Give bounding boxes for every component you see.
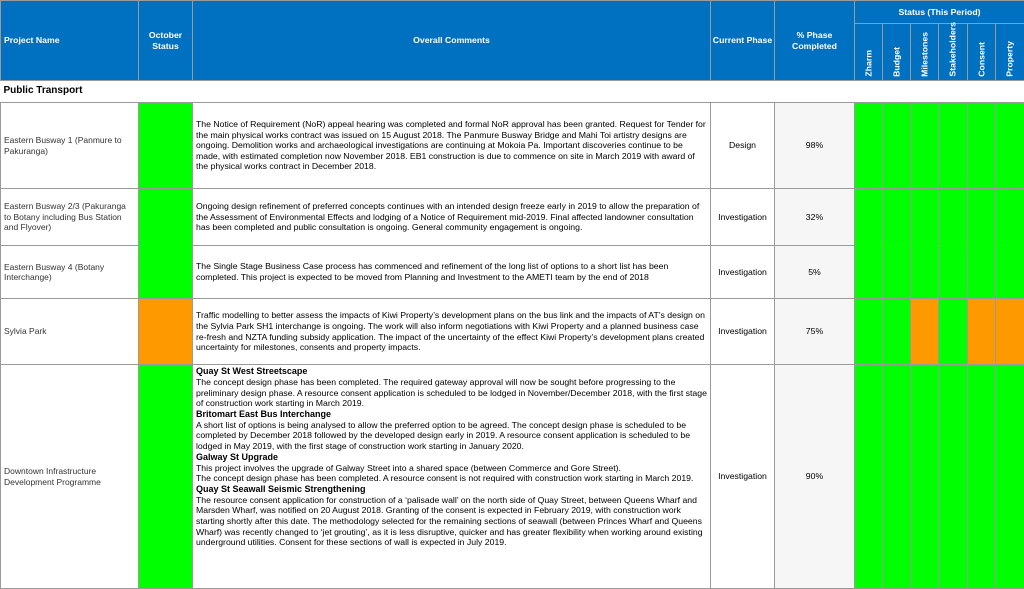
project-name: Sylvia Park <box>1 299 139 365</box>
table-row <box>1 365 1024 589</box>
current-phase: Investigation <box>711 299 775 365</box>
project-name: Downtown Infrastructure Development Programme <box>1 365 139 589</box>
overall-comments-header: Overall Comments <box>193 1 711 81</box>
subsection-text: The concept design phase has been completed. A resource consent is not required with construction work starting in March 2019. <box>196 473 694 484</box>
status-cell <box>939 189 968 246</box>
status-column-header: Zharm <box>855 24 883 81</box>
phase-completed: 90% <box>775 365 855 589</box>
status-cell <box>911 189 939 246</box>
project-name: Eastern Busway 4 (Botany Interchange) <box>1 246 139 299</box>
phase-completed: 98% <box>775 103 855 189</box>
table-row <box>1 189 1024 246</box>
october-status-cell <box>139 103 193 189</box>
subsection-text: A short list of options is being analysed to allow the preferred option to be agreed. The concept design phase is scheduled to be completed by December 2018 followed by the developed design early in 2019. A resource consent application is scheduled to be lodged in May 2019, with the first stage of construction work starting in January 2020. <box>196 419 691 451</box>
status-cell <box>911 365 939 589</box>
subsection-title: Britomart East Bus Interchange <box>196 408 332 419</box>
status-cell <box>855 365 883 589</box>
phase-completed: 75% <box>775 299 855 365</box>
phase-completed: 5% <box>775 246 855 299</box>
table-row <box>1 103 1024 189</box>
current-phase: Investigation <box>711 365 775 589</box>
current-phase-header: Current Phase <box>711 1 775 81</box>
status-cell <box>855 299 883 365</box>
october-status-cell <box>139 365 193 589</box>
status-cell <box>996 103 1024 189</box>
current-phase: Design <box>711 103 775 189</box>
october-status-cell <box>139 189 193 246</box>
status-cell <box>883 365 911 589</box>
status-cell <box>883 103 911 189</box>
status-cell <box>883 299 911 365</box>
overall-comments <box>193 246 711 299</box>
status-cell <box>939 299 968 365</box>
status-cell <box>996 189 1024 246</box>
status-cell <box>855 103 883 189</box>
status-cell <box>968 246 996 299</box>
october-status-header: October Status <box>139 1 193 81</box>
current-phase: Investigation <box>711 246 775 299</box>
table-row <box>1 246 1024 299</box>
status-cell <box>968 365 996 589</box>
overall-comments <box>193 299 711 365</box>
status-cell <box>911 103 939 189</box>
overall-comments <box>193 365 711 589</box>
status-cell <box>968 299 996 365</box>
status-column-header: Budget <box>883 24 911 81</box>
status-cell <box>968 103 996 189</box>
status-cell <box>996 299 1024 365</box>
phase-completed: 32% <box>775 189 855 246</box>
october-status-cell <box>139 299 193 365</box>
status-column-header: Stakeholders <box>939 24 968 81</box>
header-row <box>1 1 1024 24</box>
project-name: Eastern Busway 2/3 (Pakuranga to Botany including Bus Station and Flyover) <box>1 189 139 246</box>
project-name-header: Project Name <box>1 1 139 81</box>
table-row <box>1 299 1024 365</box>
subsection-title: Quay St West Streetscape <box>196 366 308 376</box>
status-cell <box>911 299 939 365</box>
subsection-text: The resource consent application for construction of a ‘palisade wall’ on the north side of Quay Street, between Queens Wharf and Marsden Wharf, was notified on 20 August 2018. Granting of the consent is expected in February 2019, with construction work starting shortly after this date. The methodology selected for the remaining sections of seawall (between Princes Wharf and Queens Wharf) was recently changed to ‘jet grouting’, as it is less disruptive, quicker and has greater flexibility when working around existing underground utilities. Consent for these sections of wall is expected in July 2019. <box>196 494 703 548</box>
status-cell <box>939 365 968 589</box>
status-cell <box>939 246 968 299</box>
status-cell <box>883 246 911 299</box>
status-cell <box>883 189 911 246</box>
subsection-text: The concept design phase has been completed. The required gateway approval will now be sought before progressing to the preliminary design phase. A resource consent application is scheduled to be lodged in November/December 2018, with the first stage of construction work starting in March 2019. <box>196 376 707 409</box>
october-status-cell <box>139 246 193 299</box>
subsection-text: This project involves the upgrade of Galway Street into a shared space (between Commerce and Gore Street). <box>196 462 621 473</box>
overall-comments <box>193 189 711 246</box>
comment-text: The Notice of Requirement (NoR) appeal hearing was completed and formal NoR approval has been granted. Request for Tender for the main physical works contract was issued on 15 August 2018. The Panmure Busway Bridge and Mahi Toi artistry designs are ongoing. Demolition works and archaeological investigations are continuing at Mokoia Pa. Important discoveries continue to be made, with estimated completion now November 2018. EB1 construction is due to commence on site in March 2019 with award of the physical works contract in December 2018. <box>196 118 706 172</box>
status-cell <box>996 246 1024 299</box>
status-cell <box>996 365 1024 589</box>
status-column-header: Property <box>996 24 1024 81</box>
section-row <box>1 81 1024 103</box>
section-title: Public Transport <box>1 81 1024 103</box>
subsection-title: Quay St Seawall Seismic Strengthening <box>196 483 366 494</box>
project-name: Eastern Busway 1 (Panmure to Pakuranga) <box>1 103 139 189</box>
status-period-header: Status (This Period) <box>855 1 1024 24</box>
status-column-header: Milestones <box>911 24 939 81</box>
phase-completed-header: % Phase Completed <box>775 1 855 81</box>
comment-text: Ongoing design refinement of preferred concepts continues with an intended design freeze early in 2019 to allow the preparation of the Assessment of Environmental Effects and lodging of a Notice of Requirement mid-2019. Final affected landowner consultation has been completed and public consultation is ongoing. General community engagement is ongoing. <box>196 201 700 233</box>
status-cell <box>939 103 968 189</box>
subsection-title: Galway St Upgrade <box>196 451 279 462</box>
current-phase: Investigation <box>711 189 775 246</box>
status-column-header: Consent <box>968 24 996 81</box>
comment-text: The Single Stage Business Case process has commenced and refinement of the long list of options to a short list has been completed. This project is expected to be moved from Planning and Investment to the AMETI team by the end of 2018 <box>196 261 669 282</box>
overall-comments <box>193 103 711 189</box>
status-cell <box>855 189 883 246</box>
status-cell <box>855 246 883 299</box>
status-cell <box>968 189 996 246</box>
status-cell <box>911 246 939 299</box>
comment-text: Traffic modelling to better assess the impacts of Kiwi Property’s development plans on the bus link and the impacts of AT’s design on the Sylvia Park SH1 interchange is ongoing. The work will also inform negotiations with Kiwi Property and a planned business case re-fresh and NZTA funding subsidy application. The impact of the uncertainty of the effect Kiwi Property’s development plans created uncertainty for milestones, consents and property impacts. <box>196 310 705 353</box>
